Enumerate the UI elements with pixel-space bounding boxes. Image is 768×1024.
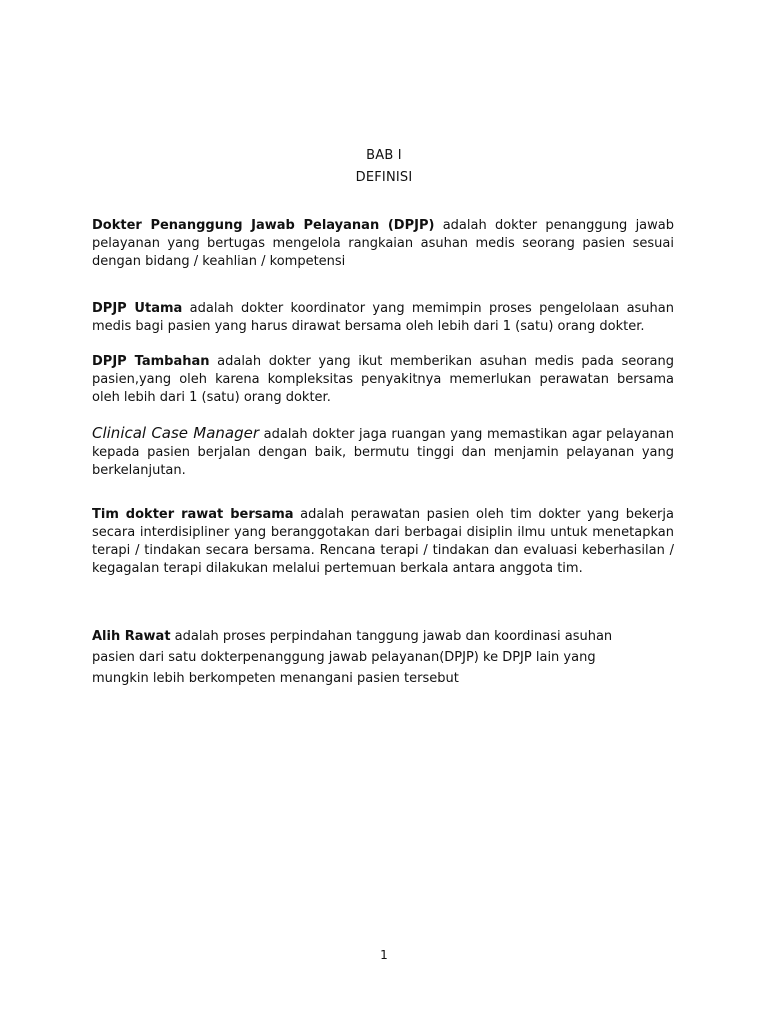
page-title: DEFINISI <box>355 170 413 185</box>
definition-text: adalah dokter jaga ruangan yang memastikan agar pelayanan kepada pasien berjalan dengan baik, bermutu tinggi dan menjamin pelayanan yang berkelanjutan. <box>92 427 674 478</box>
definition-text: adalah dokter koordinator yang memimpin proses pengelolaan asuhan medis bagi pasien yang harus dirawat bersama oleh lebih dari 1 (satu) orang dokter. <box>92 301 674 334</box>
definition-term: DPJP Tambahan <box>92 354 210 369</box>
definition-dpjp-utama <box>92 300 674 336</box>
definition-text: adalah dokter yang ikut memberikan asuhan medis pada seorang pasien,yang oleh karena kompleksitas penyakitnya memerlukan perawatan bersama oleh lebih dari 1 (satu) orang dokter. <box>92 354 674 405</box>
chapter-label: BAB I <box>366 148 402 163</box>
definition-term: Alih Rawat <box>92 629 171 644</box>
definition-text: adalah proses perpindahan tanggung jawab dan koordinasi asuhan pasien dari satu dokterpenanggung jawab pelayanan(DPJP) ke DPJP lain yang mungkin lebih berkompeten menangani pasien tersebut <box>92 629 613 686</box>
definition-tim-dokter-rawat-bersama <box>92 506 674 578</box>
page-number: 1 <box>380 948 388 962</box>
definition-text: adalah perawatan pasien oleh tim dokter yang bekerja secara interdisipliner yang beranggotakan dari berbagai disiplin ilmu untuk menetapkan terapi / tindakan secara bersama. Rencana terapi / tindakan dan evaluasi keberhasilan / kegagalan terapi dilakukan melalui pertemuan berkala antara anggota tim. <box>92 507 674 576</box>
definition-dpjp <box>92 217 674 271</box>
definition-term: DPJP Utama <box>92 301 183 316</box>
definition-text: adalah dokter penanggung jawab pelayanan yang bertugas mengelola rangkaian asuhan medis seorang pasien sesuai dengan bidang / keahlian / kompetensi <box>92 218 674 269</box>
definition-term: Tim dokter rawat bersama <box>92 507 294 522</box>
definition-term: Dokter Penanggung Jawab Pelayanan (DPJP) <box>92 218 435 233</box>
definition-term: Clinical Case Manager <box>92 424 260 442</box>
definition-alih-rawat <box>92 626 652 689</box>
definition-clinical-case-manager <box>92 424 674 480</box>
definition-dpjp-tambahan <box>92 353 674 407</box>
